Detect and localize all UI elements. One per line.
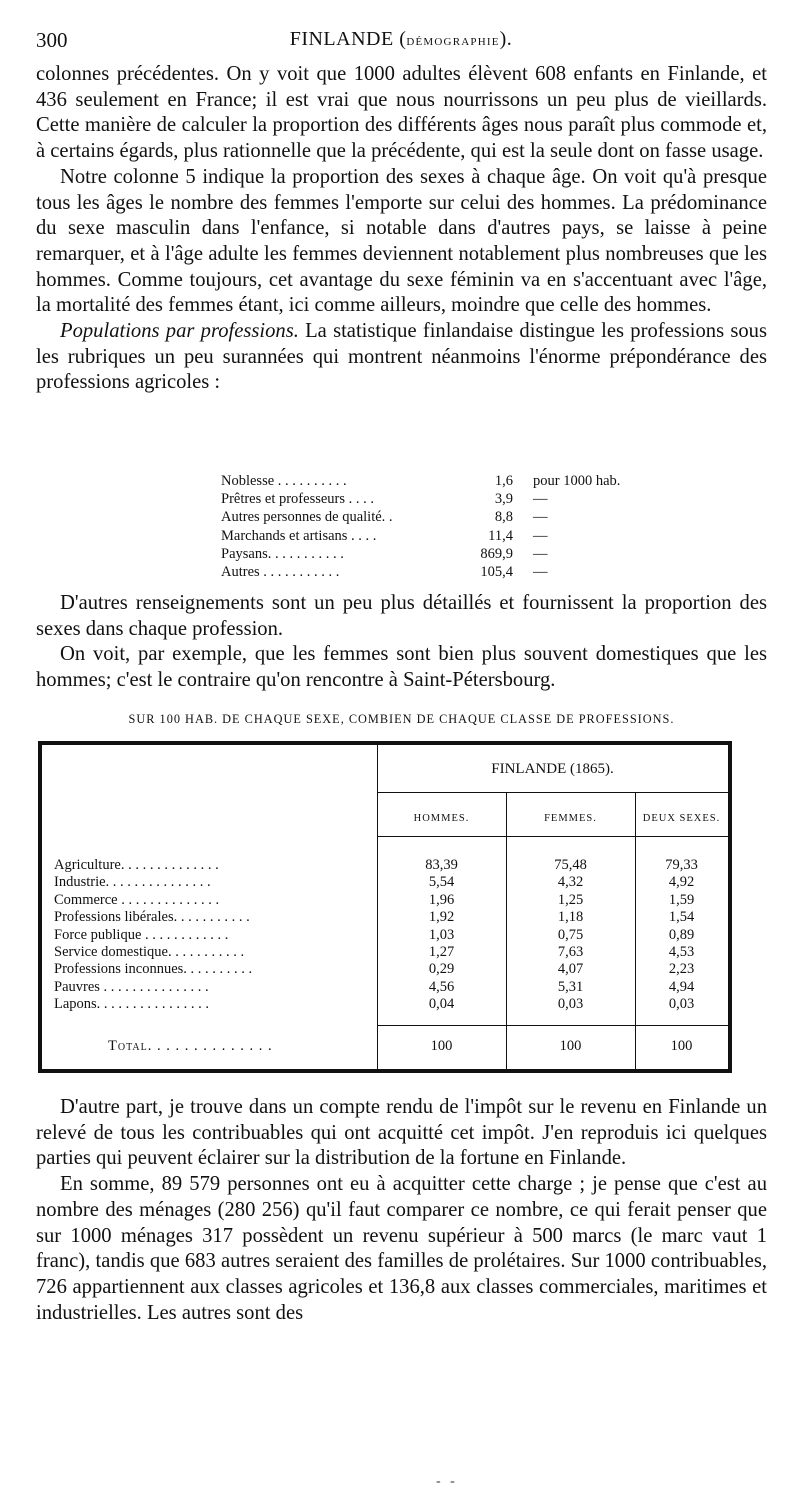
page-number: 300 <box>36 28 68 52</box>
table-cell: 1,18 <box>557 909 584 926</box>
list-item <box>221 472 641 490</box>
table-cell: 4,32 <box>557 874 584 891</box>
running-title-end: ). <box>499 28 513 50</box>
table-row-label: Commerce . . . . . . . . . . . . . . <box>54 891 220 908</box>
list-value: 869,9 <box>480 545 513 562</box>
table-group-header: FINLANDE (1865). <box>491 761 614 777</box>
table-row-label: Professions inconnues. . . . . . . . . . <box>54 961 253 978</box>
paragraph: Notre colonne 5 indique la proportion des sexes à chaque âge. On voit qu'à presque tous les âges le nombre des femmes l'emporte sur celui des hommes. La prédominance du sexe masculin dans l'enfance, si notable dans d'autres pays, se laisse à peine remarquer, et à l'âge adulte les femmes deviennent notablement plus nombreuses que les hommes. Comme toujours, cet avantage du sexe féminin va en s'accentuant avec l'âge, la mortalité des femmes étant, ici comme ailleurs, moindre que celle des hommes. <box>36 165 767 317</box>
table-cell: 1,25 <box>557 891 584 908</box>
running-title-main: FINLANDE ( <box>289 28 407 50</box>
table-cell: 0,03 <box>668 996 695 1013</box>
populations-paragraph <box>36 319 767 396</box>
list-value: 8,8 <box>494 509 513 526</box>
table-row-label: Pauvres . . . . . . . . . . . . . . . <box>54 978 209 995</box>
column-header: HOMMES. <box>413 813 470 824</box>
table-cell: 1,59 <box>668 891 695 908</box>
footer-marks: - - <box>436 1474 458 1489</box>
bottom-text <box>36 1095 767 1326</box>
list-unit: pour 1000 hab. <box>533 473 621 489</box>
list-value: 1,6 <box>494 473 513 489</box>
total-cell: 100 <box>430 1038 453 1054</box>
list-unit: — <box>533 491 548 508</box>
table-cell: 4,92 <box>668 874 695 891</box>
list-unit: — <box>533 509 548 526</box>
mid-text <box>36 591 767 694</box>
total-cell: 100 <box>559 1038 582 1054</box>
table-cell: 1,92 <box>428 909 455 926</box>
table-cell: 4,56 <box>428 978 455 995</box>
table-divider <box>377 792 728 793</box>
table-cell: 0,03 <box>557 996 584 1013</box>
table-cell: 79,33 <box>665 857 698 873</box>
running-title <box>36 28 766 51</box>
table-cell: 4,94 <box>668 978 695 995</box>
table-row-label: Professions libérales. . . . . . . . . . . <box>54 909 250 926</box>
table-cell: 2,23 <box>668 961 695 978</box>
column-header: DEUX SEXES. <box>642 813 721 824</box>
table-cell: 7,63 <box>557 944 584 960</box>
table-row-label: Service domestique. . . . . . . . . . . <box>54 944 245 960</box>
paragraph: On voit, par exemple, que les femmes sont bien plus souvent domestiques que les hommes; c'est le contraire qu'on rencontre à Saint-Pétersbourg. <box>36 643 767 692</box>
professions-table <box>38 741 732 1073</box>
list-label: Prêtres et professeurs . . . . <box>221 491 375 508</box>
table-cell: 4,53 <box>668 944 695 960</box>
list-item <box>221 508 641 526</box>
section-text: La statistique finlandaise distingue les professions sous les rubriques un peu surannées qui montrent néanmoins l'énorme prépondérance des professions agricoles : <box>36 320 767 394</box>
list-unit: — <box>533 527 548 544</box>
table-row-label: Force publique . . . . . . . . . . . . <box>54 926 229 943</box>
list-value: 105,4 <box>480 563 513 580</box>
list-unit: — <box>533 545 548 562</box>
table-cell: 5,31 <box>557 978 584 995</box>
table-row-label: Lapons. . . . . . . . . . . . . . . . <box>54 996 210 1013</box>
list-item <box>221 563 641 581</box>
list-label: Paysans. . . . . . . . . . . <box>221 545 344 562</box>
total-label: Total. . . . . . . . . . . . . . <box>108 1038 273 1054</box>
table-cell: 4,07 <box>557 961 584 978</box>
table-cell: 0,89 <box>668 926 695 943</box>
paragraph: D'autres renseignements sont un peu plus détaillés et fournissent la proportion des sexes dans chaque profession. <box>36 592 767 640</box>
table-cell: 1,27 <box>428 944 455 960</box>
list-label: Autres . . . . . . . . . . . <box>221 563 340 580</box>
paragraph: D'autre part, je trouve dans un compte rendu de l'impôt sur le revenu en Finlande un relevé de tous les contribuables qui ont acquitté cet impôt. J'en reproduis ici quelques parties qui peuvent éclairer sur la distribution de la fortune en Finlande. <box>36 1096 767 1170</box>
table-cell: 1,54 <box>668 909 695 926</box>
table-cell: 75,48 <box>554 857 587 873</box>
list-label: Noblesse . . . . . . . . . . <box>221 473 347 489</box>
list-item <box>221 527 641 545</box>
list-value: 11,4 <box>488 527 513 544</box>
table-cell: 0,29 <box>428 961 455 978</box>
table-cell: 1,03 <box>428 926 455 943</box>
running-title-sub: démographie <box>406 33 500 49</box>
table-row-label: Agriculture. . . . . . . . . . . . . . <box>54 857 219 873</box>
list-value: 3,9 <box>494 491 513 508</box>
list-label: Marchands et artisans . . . . <box>221 527 377 544</box>
page-header <box>36 28 766 58</box>
table-divider <box>377 836 728 837</box>
list-label: Autres personnes de qualité. . <box>221 509 393 526</box>
paragraph: En somme, 89 579 personnes ont eu à acquitter cette charge ; je pense que c'est au nombre des ménages (280 256) qu'il faut comparer ce nombre, ce qui ferait penser que sur 1000 ménages 317 possèdent un revenu supérieur à 500 marcs (le marc vaut 1 franc), tandis que 683 autres seraient des familles de prolétaires. Sur 1000 contribuables, 726 appartiennent aux classes agricoles et 136,8 aux classes commerciales, maritimes et industrielles. Les autres sont des <box>36 1173 767 1324</box>
table-divider <box>377 1025 728 1026</box>
professions-list <box>221 472 641 581</box>
table-row-label: Industrie. . . . . . . . . . . . . . . <box>54 874 211 891</box>
table-cell: 5,54 <box>428 874 455 891</box>
list-item <box>221 545 641 563</box>
section-heading: Populations par professions. <box>60 320 299 343</box>
list-unit: — <box>533 563 548 580</box>
table-cell: 1,96 <box>428 891 455 908</box>
column-header: FEMMES. <box>544 813 597 824</box>
table-cell: 0,75 <box>557 926 584 943</box>
list-item <box>221 490 641 508</box>
top-text <box>36 62 767 396</box>
table-cell: 0,04 <box>428 996 455 1013</box>
paragraph: colonnes précédentes. On y voit que 1000 adultes élèvent 608 enfants en Finlande, et 436 seulement en France; il est vrai que nous nourrissons un peu plus de vieillards. Cette manière de calculer la proportion des différents âges nous paraît plus commode et, à certains égards, plus rationnelle que la précédente, qui est la seule dont on fasse usage. <box>36 63 767 163</box>
total-cell: 100 <box>670 1038 693 1054</box>
table-caption: SUR 100 HAB. DE CHAQUE SEXE, COMBIEN DE CHAQUE CLASSE DE PROFESSIONS. <box>128 712 675 726</box>
table-cell: 83,39 <box>425 857 458 873</box>
